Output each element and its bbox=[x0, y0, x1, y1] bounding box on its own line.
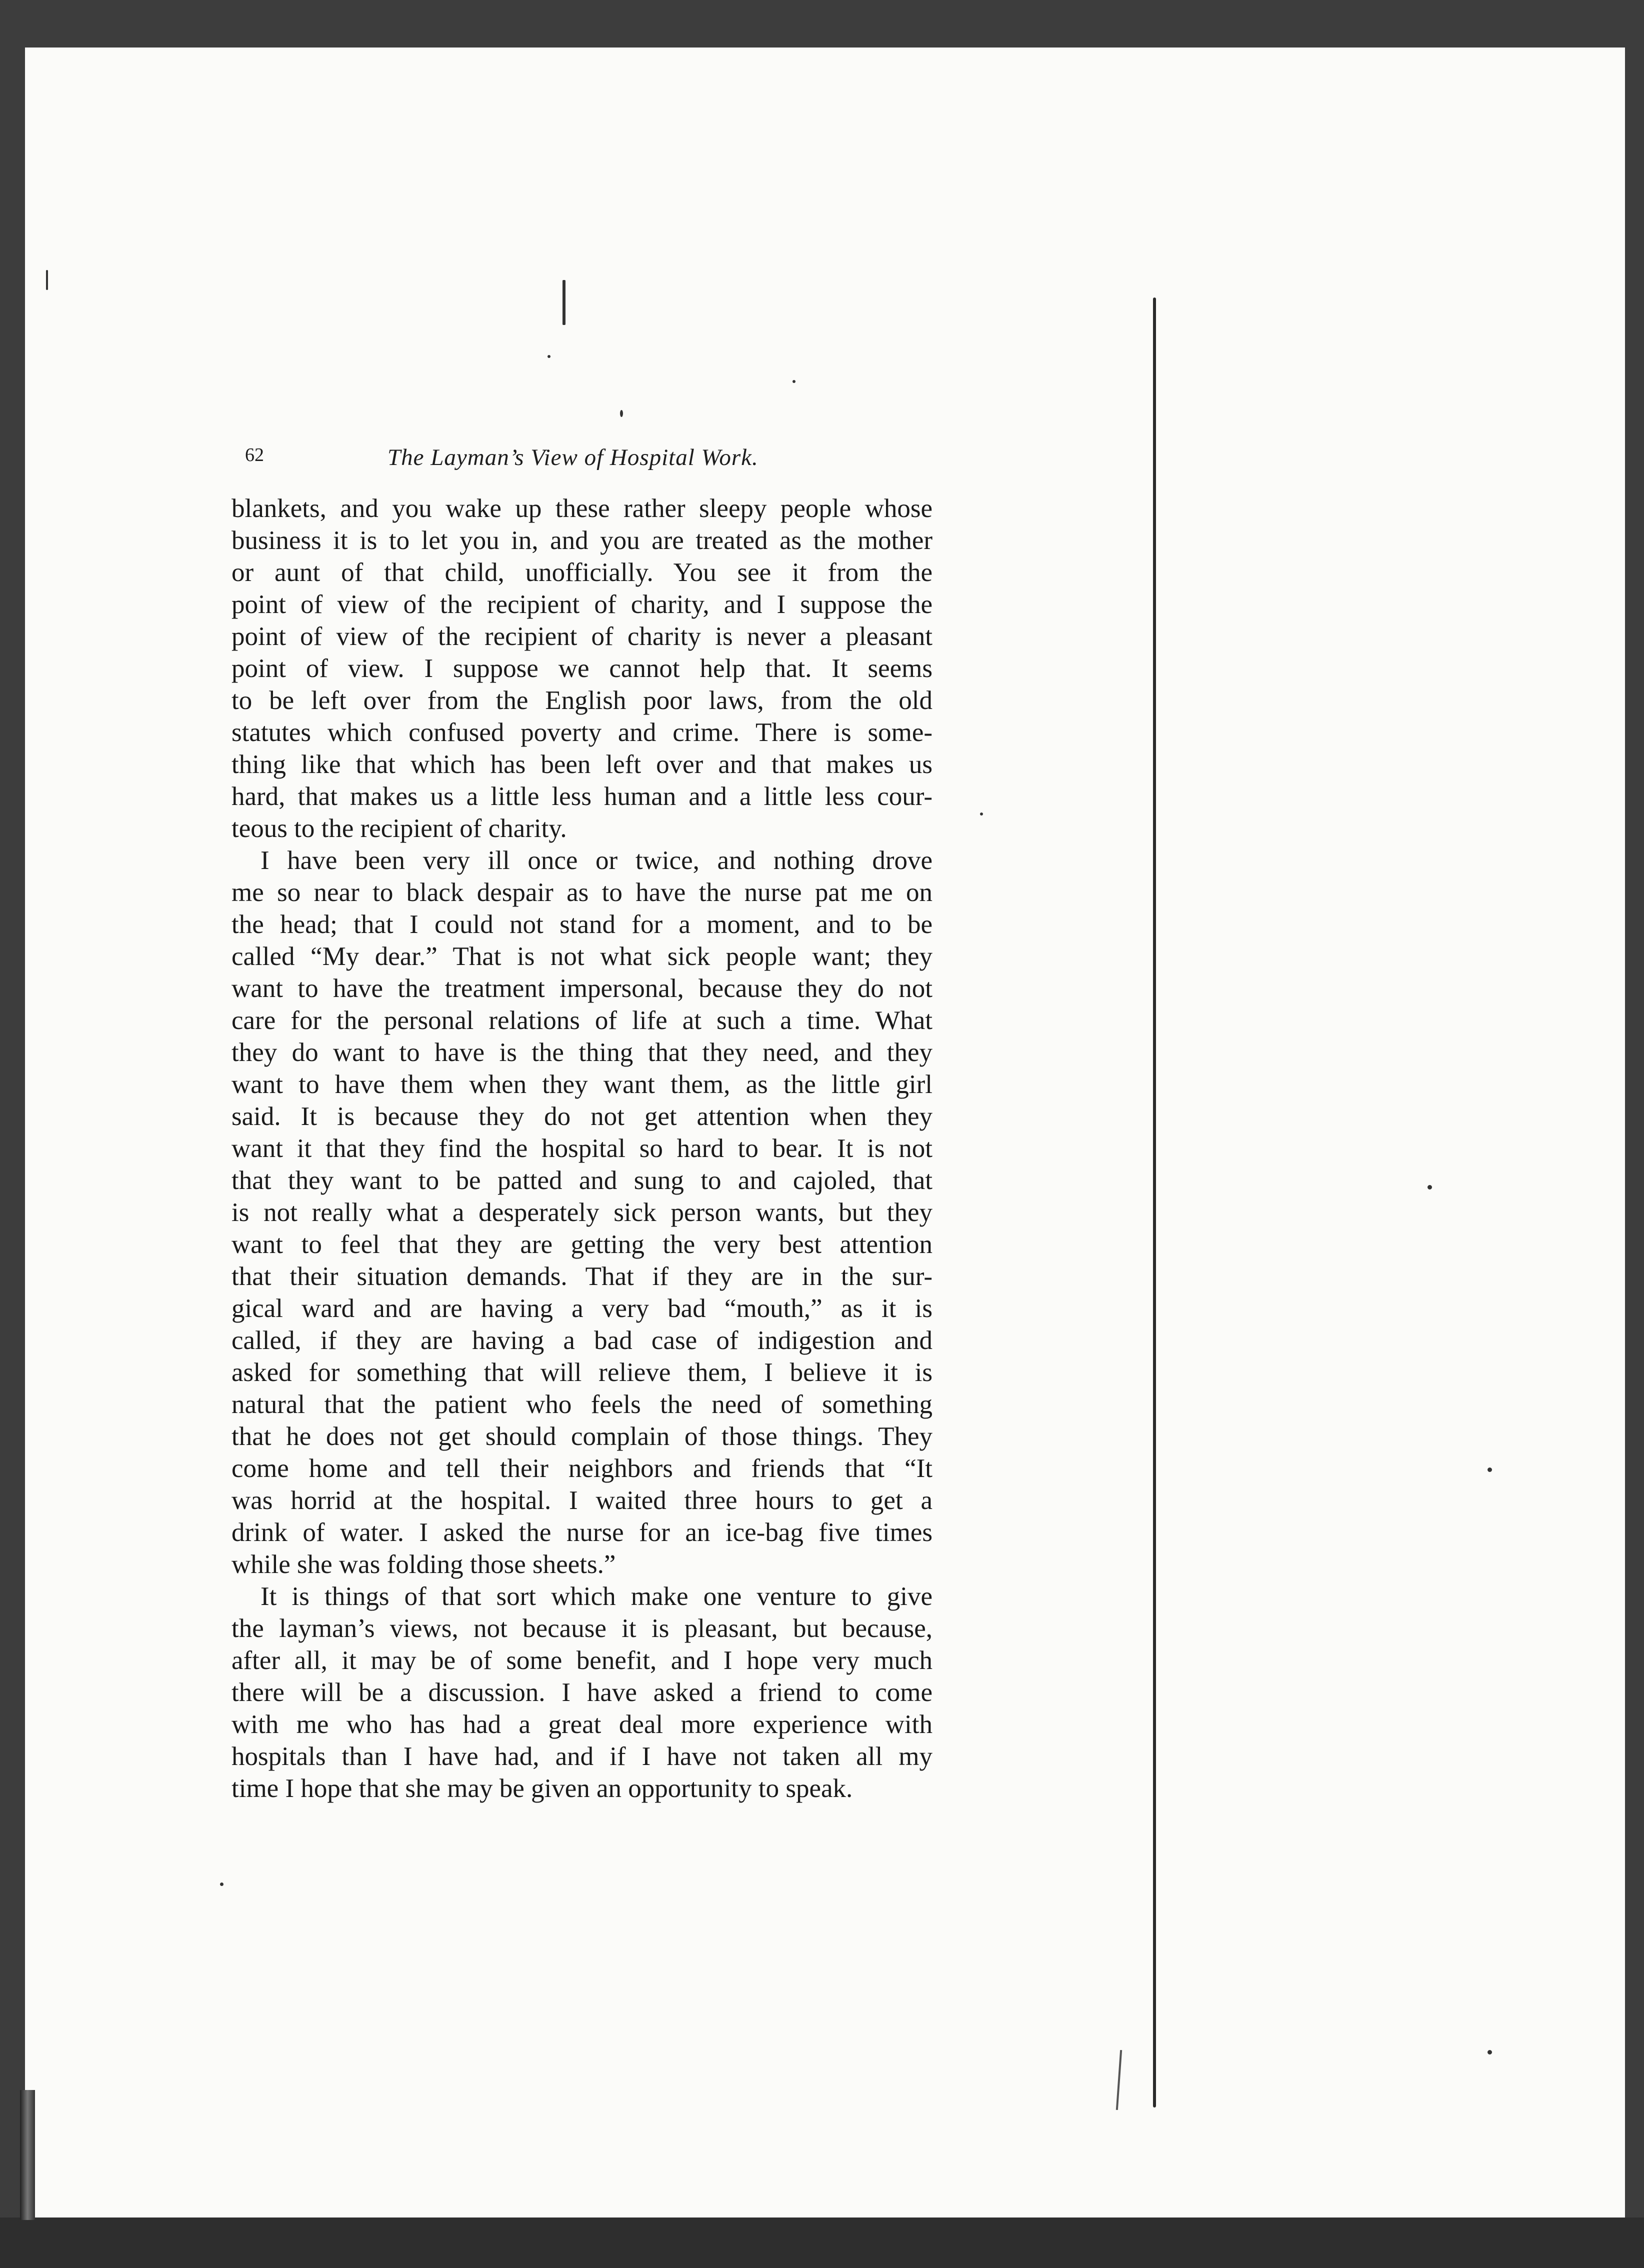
scan-speck bbox=[1488, 1468, 1492, 1472]
text-line: hospitals than I have had, and if I have not taken all my bbox=[232, 1742, 932, 1771]
text-line: I have been very ill once or twice, and nothing drove bbox=[260, 846, 932, 875]
scan-speck bbox=[562, 280, 566, 325]
text-line: gical ward and are having a very bad “mouth,” as it is bbox=[232, 1294, 932, 1323]
page-number: 62 bbox=[245, 444, 264, 466]
text-line: want to have them when they want them, as the little girl bbox=[232, 1070, 932, 1099]
scan-speck bbox=[220, 1882, 224, 1886]
text-line: the head; that I could not stand for a moment, and to be bbox=[232, 910, 932, 939]
scan-bottom-edge bbox=[0, 2218, 1644, 2268]
text-line: called “My dear.” That is not what sick people want; they bbox=[232, 942, 932, 971]
text-line: called, if they are having a bad case of indigestion and bbox=[232, 1326, 932, 1355]
text-line: hard, that makes us a little less human and a little less cour- bbox=[232, 782, 932, 811]
text-line: point of view of the recipient of charity, and I suppose the bbox=[232, 590, 932, 619]
text-line: said. It is because they do not get attention when they bbox=[232, 1102, 932, 1131]
text-line: while she was folding those sheets.” bbox=[232, 1550, 616, 1579]
paragraph bbox=[232, 1580, 932, 1804]
text-line: there will be a discussion. I have asked a friend to come bbox=[232, 1678, 932, 1707]
text-line: is not really what a desperately sick person wants, but they bbox=[232, 1198, 932, 1227]
text-line: drink of water. I asked the nurse for an ice-bag five times bbox=[232, 1518, 932, 1547]
text-line: or aunt of that child, unofficially. You see it from the bbox=[232, 558, 932, 587]
text-line: that they want to be patted and sung to and cajoled, that bbox=[232, 1166, 932, 1195]
text-line: teous to the recipient of charity. bbox=[232, 814, 567, 843]
text-line: care for the personal relations of life at such a time. What bbox=[232, 1006, 932, 1035]
paragraph bbox=[232, 492, 932, 844]
text-line: after all, it may be of some benefit, and I hope very much bbox=[232, 1646, 932, 1675]
text-line: business it is to let you in, and you are treated as the mother bbox=[232, 526, 932, 555]
text-line: they do want to have is the thing that they need, and they bbox=[232, 1038, 932, 1067]
text-line: that their situation demands. That if they are in the sur- bbox=[232, 1262, 932, 1291]
text-line: point of view of the recipient of charity is never a pleasant bbox=[232, 622, 932, 651]
text-line: want to have the treatment impersonal, because they do not bbox=[232, 974, 932, 1003]
text-line: thing like that which has been left over and that makes us bbox=[232, 750, 932, 779]
paragraph bbox=[232, 844, 932, 1580]
text-line: point of view. I suppose we cannot help that. It seems bbox=[232, 654, 932, 683]
text-line: come home and tell their neighbors and friends that “It bbox=[232, 1454, 932, 1483]
text-line: It is things of that sort which make one venture to give bbox=[260, 1582, 932, 1611]
text-line: me so near to black despair as to have the nurse pat me on bbox=[232, 878, 932, 907]
scan-speck bbox=[1488, 2050, 1492, 2054]
scan-speck bbox=[980, 812, 983, 816]
running-head-title: The Layman’s View of Hospital Work. bbox=[388, 444, 758, 470]
running-head bbox=[245, 444, 805, 474]
scan-speck bbox=[1428, 1185, 1432, 1190]
text-line: that he does not get should complain of those things. They bbox=[232, 1422, 932, 1451]
text-line: statutes which confused poverty and crime. There is some- bbox=[232, 718, 932, 747]
scan-margin-artifact bbox=[20, 2090, 35, 2220]
text-line: the layman’s views, not because it is pleasant, but because, bbox=[232, 1614, 932, 1643]
scan-speck bbox=[620, 410, 623, 417]
text-line: want to feel that they are getting the very best attention bbox=[232, 1230, 932, 1259]
text-line: to be left over from the English poor laws, from the old bbox=[232, 686, 932, 715]
text-line: natural that the patient who feels the need of something bbox=[232, 1390, 932, 1419]
text-line: with me who has had a great deal more experience with bbox=[232, 1710, 932, 1739]
body-text bbox=[232, 492, 932, 1804]
scan-speck bbox=[792, 380, 796, 383]
scan-speck bbox=[46, 270, 48, 290]
page-fold-line bbox=[1153, 298, 1156, 2108]
text-line: asked for something that will relieve them, I believe it is bbox=[232, 1358, 932, 1387]
text-line: was horrid at the hospital. I waited three hours to get a bbox=[232, 1486, 932, 1515]
scan-speck bbox=[548, 355, 550, 358]
text-line: time I hope that she may be given an opportunity to speak. bbox=[232, 1774, 853, 1803]
text-line: blankets, and you wake up these rather sleepy people whose bbox=[232, 494, 932, 523]
text-line: want it that they find the hospital so hard to bear. It is not bbox=[232, 1134, 932, 1163]
